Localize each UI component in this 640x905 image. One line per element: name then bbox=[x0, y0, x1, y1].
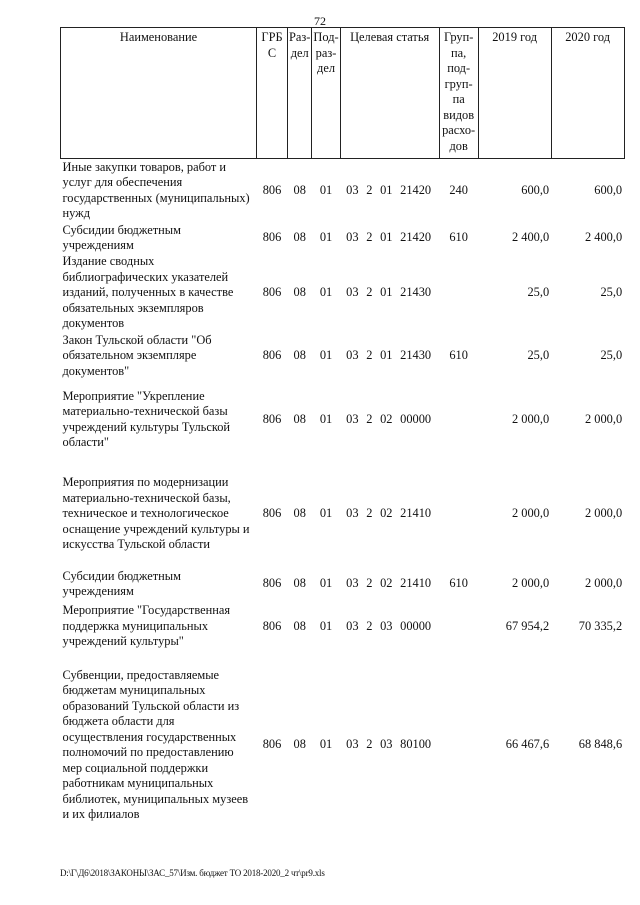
target-part-t2: 2 bbox=[366, 183, 373, 197]
row-target-article bbox=[340, 654, 439, 837]
row-name: Иные закупки товаров, работ и услуг для обеспечения государственных (муниципальных) нужд bbox=[62, 159, 250, 221]
target-part-t3: 02 bbox=[380, 576, 393, 591]
row-podrazdel: 01 bbox=[319, 348, 333, 363]
target-part-t4: 21430 bbox=[400, 285, 432, 300]
table-row bbox=[61, 654, 625, 837]
row-2019: 66 467,6 bbox=[505, 737, 550, 752]
table-row bbox=[61, 569, 625, 600]
header-podrazdel: Под- раз- дел bbox=[312, 28, 340, 159]
target-part-t4: 21420 bbox=[400, 183, 432, 197]
target-part-t4: 80100 bbox=[400, 737, 432, 752]
row-razdel: 08 bbox=[293, 411, 306, 426]
header-2019: 2019 год bbox=[478, 28, 551, 159]
row-target-article bbox=[340, 380, 439, 460]
target-part-t3: 03 bbox=[380, 737, 393, 752]
table-header-row bbox=[61, 28, 625, 159]
table-row bbox=[61, 380, 625, 460]
row-name: Мероприятие "Укрепление материально-технической базы учреждений культуры Тульской области" bbox=[62, 388, 231, 449]
target-part-t3: 02 bbox=[380, 411, 393, 426]
row-2019: 25,0 bbox=[527, 285, 550, 300]
row-razdel: 08 bbox=[293, 506, 306, 521]
budget-table bbox=[60, 27, 625, 837]
target-part-t1: 03 bbox=[346, 183, 359, 197]
target-part-t3: 01 bbox=[380, 230, 393, 245]
row-2019: 2 400,0 bbox=[511, 230, 550, 245]
table-row bbox=[61, 460, 625, 569]
row-podrazdel: 01 bbox=[319, 411, 333, 426]
row-group bbox=[439, 254, 478, 333]
row-name: Издание сводных библиографических указателей изданий, полученных в качестве обязательных экземпляров документов bbox=[62, 254, 234, 331]
row-grbs: 806 bbox=[262, 285, 282, 300]
table-row bbox=[61, 159, 625, 223]
row-razdel: 08 bbox=[293, 183, 306, 197]
row-2020: 600,0 bbox=[594, 183, 623, 197]
row-group bbox=[439, 460, 478, 569]
row-name: Субсидии бюджетным учреждениям bbox=[62, 568, 181, 598]
row-2020: 25,0 bbox=[600, 285, 623, 300]
table-row bbox=[61, 333, 625, 380]
row-name: Мероприятия по модернизации материально-технической базы, техническое и технологическое оснащение учреждений культуры и искусства Тульской области bbox=[62, 475, 250, 552]
row-2019: 2 000,0 bbox=[511, 576, 550, 591]
row-group bbox=[439, 654, 478, 837]
row-target-article bbox=[340, 254, 439, 333]
row-razdel: 08 bbox=[293, 285, 306, 300]
target-part-t4: 21430 bbox=[400, 348, 432, 363]
target-part-t4: 21410 bbox=[400, 506, 432, 521]
row-razdel: 08 bbox=[293, 618, 306, 633]
row-grbs: 806 bbox=[262, 576, 282, 591]
target-part-t1: 03 bbox=[346, 576, 359, 591]
row-podrazdel: 01 bbox=[319, 737, 333, 752]
row-group: 610 bbox=[449, 576, 468, 591]
row-group: 610 bbox=[449, 348, 468, 363]
row-podrazdel: 01 bbox=[319, 576, 333, 591]
row-name: Закон Тульской области "Об обязательном экземпляре документов" bbox=[62, 332, 212, 378]
table-row bbox=[61, 254, 625, 333]
row-razdel: 08 bbox=[293, 576, 306, 591]
target-part-t2: 2 bbox=[366, 411, 373, 426]
row-razdel: 08 bbox=[293, 348, 306, 363]
header-2020: 2020 год bbox=[551, 28, 624, 159]
target-part-t3: 01 bbox=[380, 183, 393, 197]
row-2019: 2 000,0 bbox=[511, 506, 550, 521]
row-2019: 2 000,0 bbox=[511, 411, 550, 426]
target-part-t1: 03 bbox=[346, 285, 359, 300]
target-part-t2: 2 bbox=[366, 348, 373, 363]
row-2020: 2 000,0 bbox=[584, 576, 623, 591]
row-name: Субвенции, предоставляемые бюджетам муниципальных образований Тульской области из бюджета области для осуществления государственных полномочий по предоставлению мер социальной поддержки работникам муниципальных библиотек, муниципальных музеев и их филиалов bbox=[62, 667, 249, 821]
row-2020: 25,0 bbox=[600, 348, 623, 363]
table-row bbox=[61, 600, 625, 654]
target-part-t3: 01 bbox=[380, 285, 393, 300]
target-part-t4: 21420 bbox=[400, 230, 432, 245]
row-podrazdel: 01 bbox=[319, 618, 333, 633]
target-part-t1: 03 bbox=[346, 348, 359, 363]
row-grbs: 806 bbox=[262, 506, 282, 521]
row-target-article bbox=[340, 333, 439, 380]
target-part-t1: 03 bbox=[346, 411, 359, 426]
target-part-t1: 03 bbox=[346, 506, 359, 521]
target-part-t3: 01 bbox=[380, 348, 393, 363]
target-part-t2: 2 bbox=[366, 618, 373, 633]
target-part-t3: 03 bbox=[380, 618, 393, 633]
row-target-article bbox=[340, 460, 439, 569]
row-2020: 70 335,2 bbox=[578, 618, 623, 633]
target-part-t4: 00000 bbox=[400, 618, 432, 633]
row-grbs: 806 bbox=[262, 618, 282, 633]
target-part-t1: 03 bbox=[346, 737, 359, 752]
row-podrazdel: 01 bbox=[319, 230, 333, 245]
row-razdel: 08 bbox=[293, 737, 306, 752]
header-target: Целевая статья bbox=[340, 28, 439, 159]
row-2020: 2 400,0 bbox=[584, 230, 623, 245]
row-2019: 600,0 bbox=[521, 183, 550, 197]
row-2020: 2 000,0 bbox=[584, 411, 623, 426]
row-grbs: 806 bbox=[262, 737, 282, 752]
row-grbs: 806 bbox=[262, 183, 282, 197]
page-number: 72 bbox=[314, 14, 326, 28]
header-grbs: ГРБ С bbox=[257, 28, 288, 159]
row-2019: 25,0 bbox=[527, 348, 550, 363]
row-target-article bbox=[340, 159, 439, 223]
row-podrazdel: 01 bbox=[319, 183, 333, 197]
row-grbs: 806 bbox=[262, 348, 282, 363]
target-part-t1: 03 bbox=[346, 618, 359, 633]
target-part-t4: 21410 bbox=[400, 576, 432, 591]
row-podrazdel: 01 bbox=[319, 506, 333, 521]
target-part-t4: 00000 bbox=[400, 411, 432, 426]
target-part-t2: 2 bbox=[366, 576, 373, 591]
row-target-article bbox=[340, 223, 439, 254]
row-2019: 67 954,2 bbox=[505, 618, 550, 633]
target-part-t2: 2 bbox=[366, 737, 373, 752]
row-group bbox=[439, 380, 478, 460]
header-group: Груп- па, под- груп- па видов расхо- дов bbox=[439, 28, 478, 159]
row-name: Мероприятие "Государственная поддержка муниципальных учреждений культуры" bbox=[62, 603, 231, 649]
row-target-article bbox=[340, 569, 439, 600]
target-part-t2: 2 bbox=[366, 506, 373, 521]
row-2020: 68 848,6 bbox=[578, 737, 623, 752]
table-row bbox=[61, 223, 625, 254]
row-group bbox=[439, 600, 478, 654]
row-grbs: 806 bbox=[262, 230, 282, 245]
target-part-t3: 02 bbox=[380, 506, 393, 521]
target-part-t2: 2 bbox=[366, 285, 373, 300]
row-2020: 2 000,0 bbox=[584, 506, 623, 521]
row-grbs: 806 bbox=[262, 411, 282, 426]
row-name: Субсидии бюджетным учреждениям bbox=[62, 222, 181, 252]
target-part-t1: 03 bbox=[346, 230, 359, 245]
footer-file-path: D:\Г\Д6\2018\ЗАКОНЫ\ЗАС_57\Изм. бюджет ТО 2018-2020_2 чт\pr9.xls bbox=[60, 868, 325, 878]
row-group: 240 bbox=[449, 183, 468, 197]
row-razdel: 08 bbox=[293, 230, 306, 245]
header-razdel: Раз- дел bbox=[288, 28, 312, 159]
header-name: Наименование bbox=[61, 28, 257, 159]
row-target-article bbox=[340, 600, 439, 654]
target-part-t2: 2 bbox=[366, 230, 373, 245]
row-podrazdel: 01 bbox=[319, 285, 333, 300]
row-group: 610 bbox=[449, 230, 468, 245]
